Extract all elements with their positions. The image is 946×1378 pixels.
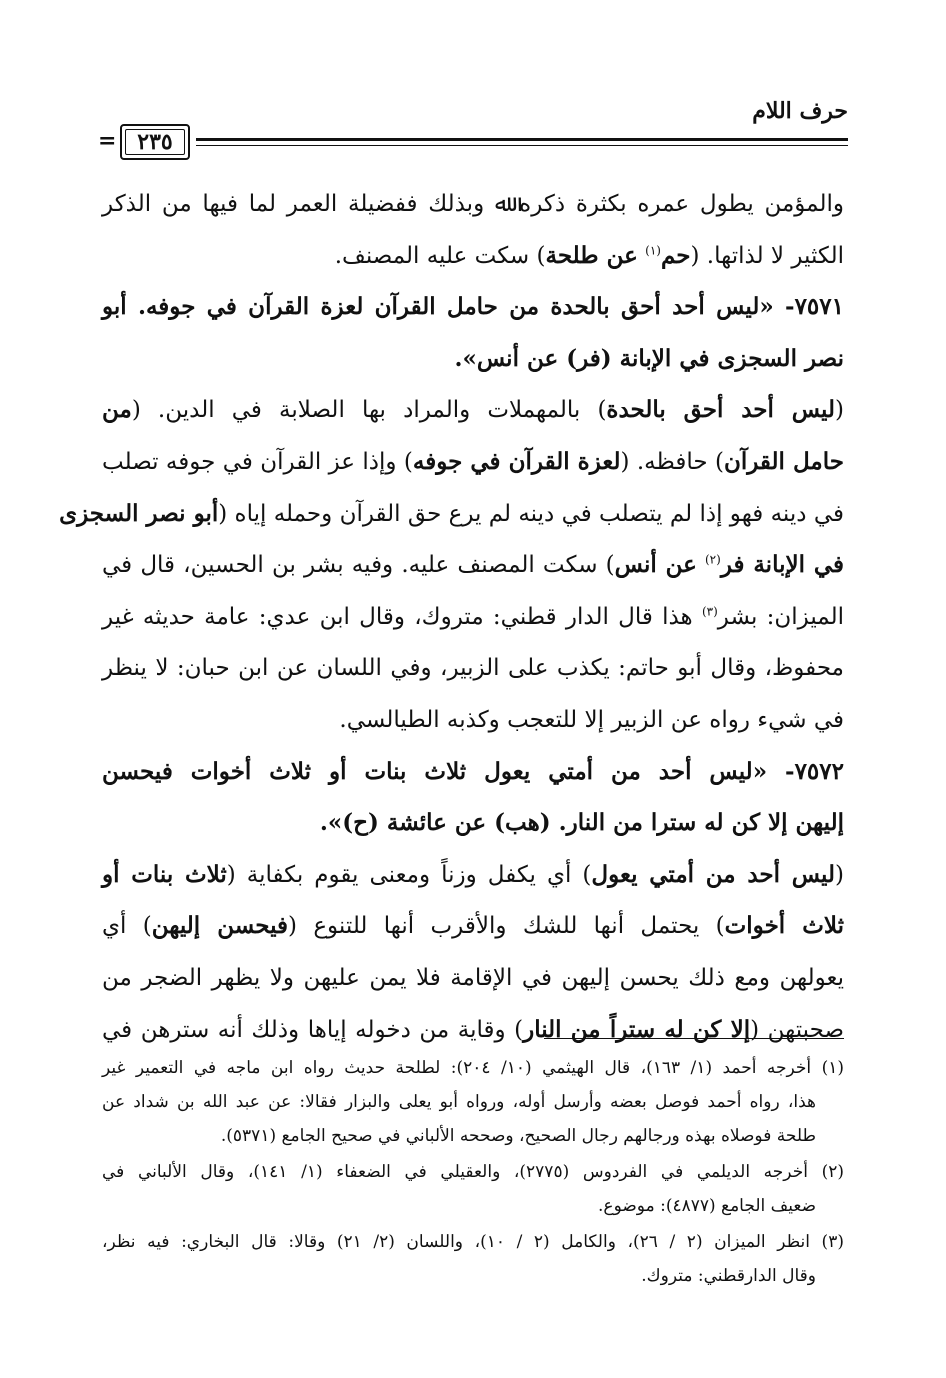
footnote-1-line-1: (١) أخرجه أحمد (١/ ١٦٣)، قال الهيثمي (١٠/ ٢٠٤): لطلحة حديث رواه ابن ماجه في التعمير غير [102, 1058, 845, 1078]
hadith-7571-line-2: نصر السجزى في الإبانة (فر) عن أنس». [454, 344, 844, 372]
body-line-7: في دينه فهو إذا لم يتصلب في دينه لم يرع حق القرآن وحمله إياه (أبو نصر السجزى [59, 499, 844, 527]
body-line-14: (ليس أحد من أمتي يعول) أي يكفل وزناً ومعنى يقوم بكفاية (ثلاث بنات أو [102, 860, 844, 888]
body-line-17: صحبتهن (إلا كن له ستراً من النار) وقاية من دخوله إياها وذلك أنه سترهن في [102, 1015, 844, 1043]
body-line-2: الكثير لا لذاتها. (حم$^{(١)}$ عن طلحة) سكت عليه المصنف. [334, 241, 844, 269]
body-line-5: (ليس أحد أحق بالحدة) بالمهملات والمراد بها الصلابة في الدين. (من [102, 396, 844, 424]
body-line-11: في شيء رواه عن الزبير إلا للتعجب وكذبه الطيالسي. [339, 707, 844, 733]
page-number: ٢٣٥ [120, 124, 190, 160]
hadith-7572-line-1: ٧٥٧٢- «ليس أحد من أمتي يعول ثلاث بنات أو ثلاث أخوات فيحسن [102, 757, 844, 785]
header-ornament: = [98, 128, 117, 154]
body-line-16: يعولهن ومع ذلك يحسن إليهن في الإقامة فلا يمن عليهن ولا يظهر الضجر من [102, 965, 844, 991]
footnote-2-line-2: ضعيف الجامع (٤٨٧٧): موضوع. [598, 1196, 816, 1216]
hadith-7571-line-1: ٧٥٧١- «ليس أحد أحق بالحدة من حامل القرآن لعزة القرآن في جوفه. أبو [102, 293, 844, 321]
body-line-9: الميزان: بشر$^{(٣)}$ هذا قال الدار قطني: متروك، وقال ابن عدي: عامة حديثه غير [102, 603, 845, 630]
footnote-1-line-3: طلحة فوصلاه بهذه ورجالهم رجال الصحيح، وصححه الألباني في صحيح الجامع (٥٣٧١). [220, 1126, 816, 1146]
body-line-1: والمؤمن يطول عمره بكثرة ذكره ﷲ وبذلك ففضيلة العمر لما فيها من الذكر [102, 191, 844, 217]
footnote-2-line-1: (٢) أخرجه الديلمي في الفردوس (٢٧٧٥)، والعقيلي في الضعفاء (١/ ١٤١)، وقال الألباني في [102, 1162, 844, 1182]
footnote-3-line-1: (٣) انظر الميزان (٢ / ٢٦)، والكامل (٢ / ١٠)، واللسان (٢/ ٢١) وقالا: قال البخاري: فيه نظر، [102, 1232, 844, 1252]
body-line-15: ثلاث أخوات) يحتمل أنها للشك والأقرب أنها للتنوع (فيحسن إليهن) أي [102, 912, 844, 940]
footnote-3-line-2: وقال الدارقطني: متروك. [641, 1266, 816, 1286]
hadith-7572-line-2: إليهن إلا كن له سترا من النار. (هب) عن عائشة (ح)». [319, 809, 844, 837]
chapter-title: حرف اللام [752, 98, 848, 124]
body-line-6: حامل القرآن) حافظه. (لعزة القرآن في جوفه) وإذا عز القرآن في جوفه تصلب [102, 448, 844, 475]
body-line-8: في الإبانة فر$^{(٢)}$ عن أنس) سكت المصنف عليه. وفيه بشر بن الحسين، قال في [102, 551, 845, 579]
header-rule [196, 138, 848, 149]
body-line-10: محفوظ، وقال أبو حاتم: يكذب على الزبير، وفي اللسان عن ابن حبان: لا ينظر [102, 655, 844, 682]
footnote-1-line-2: هذا، رواه أحمد فوصل بعضه وأرسل أوله، ورواه أبو يعلى والبزار فقالا: عن عبد الله بن شداد عن [102, 1092, 816, 1112]
